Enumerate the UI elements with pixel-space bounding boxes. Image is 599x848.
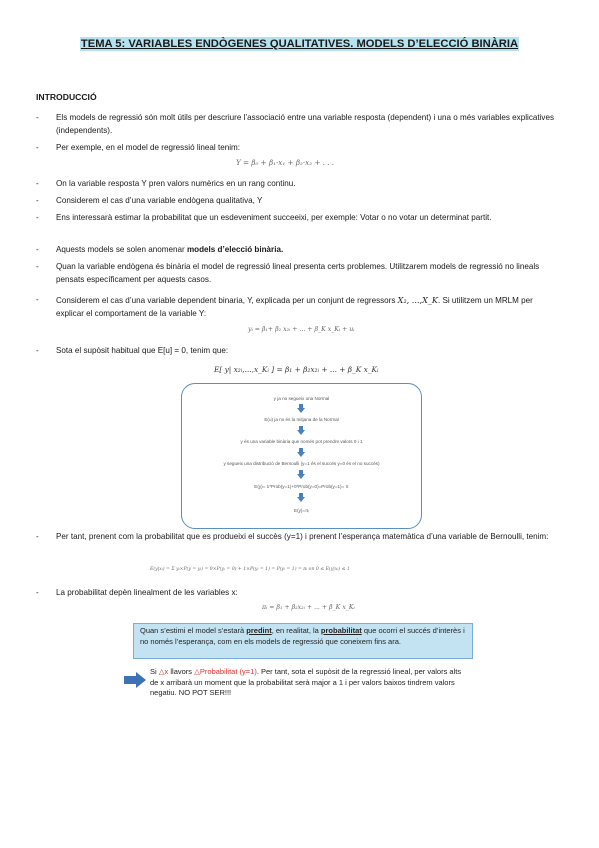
- bullet-marker: -: [36, 346, 39, 355]
- warning-note: [150, 667, 470, 699]
- flow-step: E(u) ja no és la mitjana de la Normal: [264, 417, 339, 422]
- flow-step: y ja no segueix una Normal: [273, 396, 330, 401]
- bullet-marker: -: [36, 532, 39, 541]
- note-text: Quan s’estimi el model s’estarà: [140, 626, 247, 635]
- bernoulli-formula: E(y|xᵢ) = Σ yᵢ×P(y = yᵢ) = 0×P(yᵢ = 0) + 1×P(yᵢ = 1) = P(yᵢ = 1) = πᵢ on 0 ≤ E(y|xᵢ) ≤ 1: [150, 567, 350, 572]
- bullet-item: [36, 261, 560, 286]
- arrow-down-icon: [297, 493, 305, 502]
- bullet-text: Per exemple, en el model de regressió lineal tenim:: [56, 143, 241, 152]
- probability-formula: πᵢ = β₁ + β₂x₂ᵢ + ... + β_K x_Kᵢ: [262, 604, 355, 611]
- bullet-text-plain: . Si utilitzem un MRLM per explicar el comportament de la variable Y:: [56, 296, 533, 318]
- mrlm-formula: yᵢ = β₁+ β₂ x₂ᵢ + ... + β_K x_Kᵢ + uᵢ: [248, 326, 355, 333]
- bullet-marker: -: [36, 113, 39, 122]
- bullet-item: [36, 244, 560, 257]
- arrow-down-icon: [297, 448, 305, 457]
- bullet-item: [36, 178, 560, 191]
- bullet-text-bold: models d’elecció binària.: [186, 245, 284, 254]
- bullet-text: [56, 294, 560, 320]
- note-box: [133, 623, 473, 659]
- linear-model-formula: Y = β₀ + β₁·x₁ + β₂·x₂ + . . .: [236, 158, 335, 167]
- delta-x-symbol: △x: [158, 667, 169, 676]
- flow-step: y és una variable binària que només pot prendre valors 0 i 1: [240, 439, 363, 444]
- bullet-marker: -: [36, 295, 39, 304]
- bullet-marker: -: [36, 245, 39, 254]
- bullet-text: Ens interessarà estimar la probabilitat que un esdeveniment succeeixi, per exemple: Votar o no votar un determinat partit.: [56, 213, 492, 222]
- flow-diagram: [181, 383, 422, 529]
- note-text: . Per tant, sota el supòsit de la regressió lineal, per valors alts de x arribarà un moment que la probabilitat serà major a 1 i per valors baixos tindrem valors negatiu. NO POT SER!!!: [150, 667, 462, 698]
- bullet-text: Sota el supòsit habitual que E[u] = 0, tenim que:: [56, 346, 229, 355]
- bullet-item: [36, 345, 560, 358]
- bullet-text-plain: Aquests models se solen anomenar: [56, 245, 187, 254]
- bullet-item: [36, 112, 560, 137]
- bullet-text-plain: Considerem el cas d’una variable dependent binaria, Y, explicada per un conjunt de regressors: [56, 296, 398, 305]
- bullet-text: Considerem el cas d’una variable endògena qualitativa, Y: [56, 196, 263, 205]
- bullet-text: Per tant, prenent com la probabilitat que es produeixi el succès (y=1) i prenent l’esperança matemàtica d’una variable de Bernoulli, tenim:: [56, 532, 549, 541]
- section-heading: INTRODUCCIÓ: [36, 92, 97, 102]
- note-text: llavors: [168, 667, 195, 676]
- arrow-down-icon: [297, 426, 305, 435]
- page-title-text: TEMA 5: VARIABLES ENDÒGENES QUALITATIVES. MODELS D’ELECCIÓ BINÀRIA: [80, 38, 519, 50]
- arrow-right-icon: [124, 672, 146, 688]
- bullet-item: [36, 531, 560, 544]
- note-text: Si: [150, 667, 159, 676]
- note-text: que ocorri el succés d’interès i no només l’esperança, com en els models de regressió que coneixem fins ara.: [140, 626, 465, 646]
- bullet-text: Quan la variable endògena és binària el model de regressió lineal presenta certs problemes. Utilitzarem models de regressió no lineals pensats específicament per aquests casos.: [56, 262, 540, 284]
- bullet-item: [36, 195, 560, 208]
- flow-step: E(y)=πᵢ: [294, 508, 309, 513]
- page-title: [0, 38, 599, 50]
- bullet-text: La probabilitat depèn linealment de les variables x:: [56, 588, 238, 597]
- arrow-down-icon: [297, 470, 305, 479]
- delta-probability-symbol: △Probabilitat (y=1): [194, 667, 257, 676]
- bullet-marker: -: [36, 213, 39, 222]
- arrow-down-icon: [297, 404, 305, 413]
- flow-step: y segueix una distribució de Bernoulli (y=1 és el succés y=0 és el no succés): [223, 461, 380, 466]
- bullet-item: [36, 212, 560, 225]
- bullet-text: On la variable resposta Y pren valors numèrics en un rang continu.: [56, 179, 296, 188]
- bullet-marker: -: [36, 143, 39, 152]
- flow-step: E(y)= 1*Prob(y=1)+0*Prob(y=0)=Prob(y=1)= π: [254, 484, 349, 489]
- expectation-formula: E[ y| x₂ᵢ,...,x_Kᵢ ] = β₁ + β₂x₂ᵢ + ... + β_K x_Kᵢ: [214, 365, 379, 374]
- bullet-text: Els models de regressió són molt útils per descriure l’associació entre una variable resposta (dependent) i una o més variables explicatives (independents).: [56, 113, 555, 135]
- bullet-marker: -: [36, 196, 39, 205]
- note-emphasis-probabilitat: probabilitat: [320, 626, 362, 635]
- bullet-marker: -: [36, 179, 39, 188]
- bullet-item: [36, 142, 560, 155]
- bullet-text: [56, 244, 560, 257]
- bullet-item: [36, 587, 560, 600]
- note-emphasis-predint: predint: [246, 626, 272, 635]
- regressors-symbol: X₂, ...,X_K: [397, 295, 438, 305]
- note-text: , en realitat, la: [271, 626, 321, 635]
- bullet-marker: -: [36, 262, 39, 271]
- bullet-item: [36, 294, 560, 320]
- bullet-marker: -: [36, 588, 39, 597]
